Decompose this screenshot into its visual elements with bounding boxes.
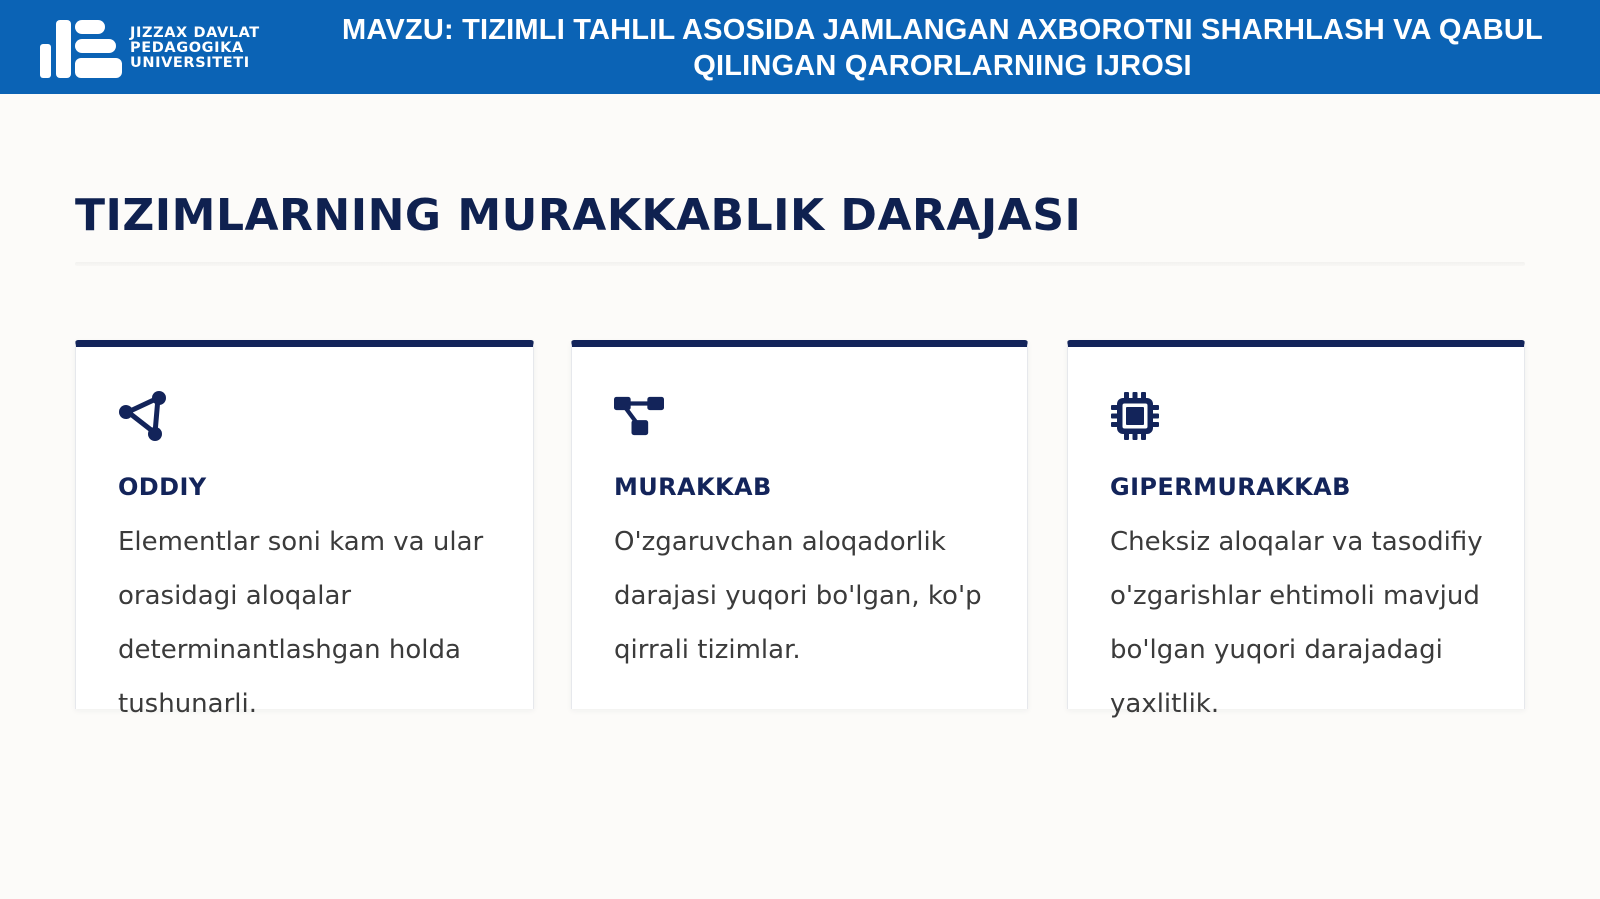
university-name-line-2: PEDAGOGIKA bbox=[130, 39, 244, 56]
card-hypercomplex bbox=[1067, 340, 1525, 719]
network-nodes-icon bbox=[614, 391, 664, 441]
card-title: ODDIY bbox=[118, 473, 207, 501]
simple-graph-icon bbox=[118, 391, 168, 441]
card-description: O'zgaruvchan aloqadorlik darajasi yuqori bo'lgan, ko'p qirrali tizimlar. bbox=[614, 527, 982, 665]
header-bar bbox=[0, 0, 1600, 94]
university-name-line-3: UNIVERSITETI bbox=[130, 54, 250, 71]
card-title: MURAKKAB bbox=[614, 473, 772, 501]
card-simple bbox=[75, 340, 534, 719]
topic-title: MAVZU: TIZIMLI TAHLIL ASOSIDA JAMLANGAN AXBOROTNI SHARHLASH VA QABUL QILINGAN QARORLARNING IJROSI bbox=[342, 14, 1543, 82]
card-title: GIPERMURAKKAB bbox=[1110, 473, 1351, 501]
card-description: Elementlar soni kam va ular orasidagi aloqalar determinantlashgan holda tushunarli. bbox=[118, 527, 484, 719]
heading-divider bbox=[75, 262, 1525, 266]
university-logo bbox=[40, 18, 280, 78]
university-name bbox=[130, 26, 260, 71]
microchip-icon bbox=[1110, 391, 1160, 441]
card-description: Cheksiz aloqalar va tasodifiy o'zgarishlar ehtimoli mavjud bo'lgan yuqori darajadagi yaxlitlik. bbox=[1110, 527, 1483, 719]
university-logo-icon bbox=[40, 18, 124, 78]
section-heading: TIZIMLARNING MURAKKABLIK DARAJASI bbox=[75, 190, 1082, 241]
university-name-line-1: JIZZAX DAVLAT bbox=[130, 24, 260, 41]
card-complex bbox=[571, 340, 1028, 709]
